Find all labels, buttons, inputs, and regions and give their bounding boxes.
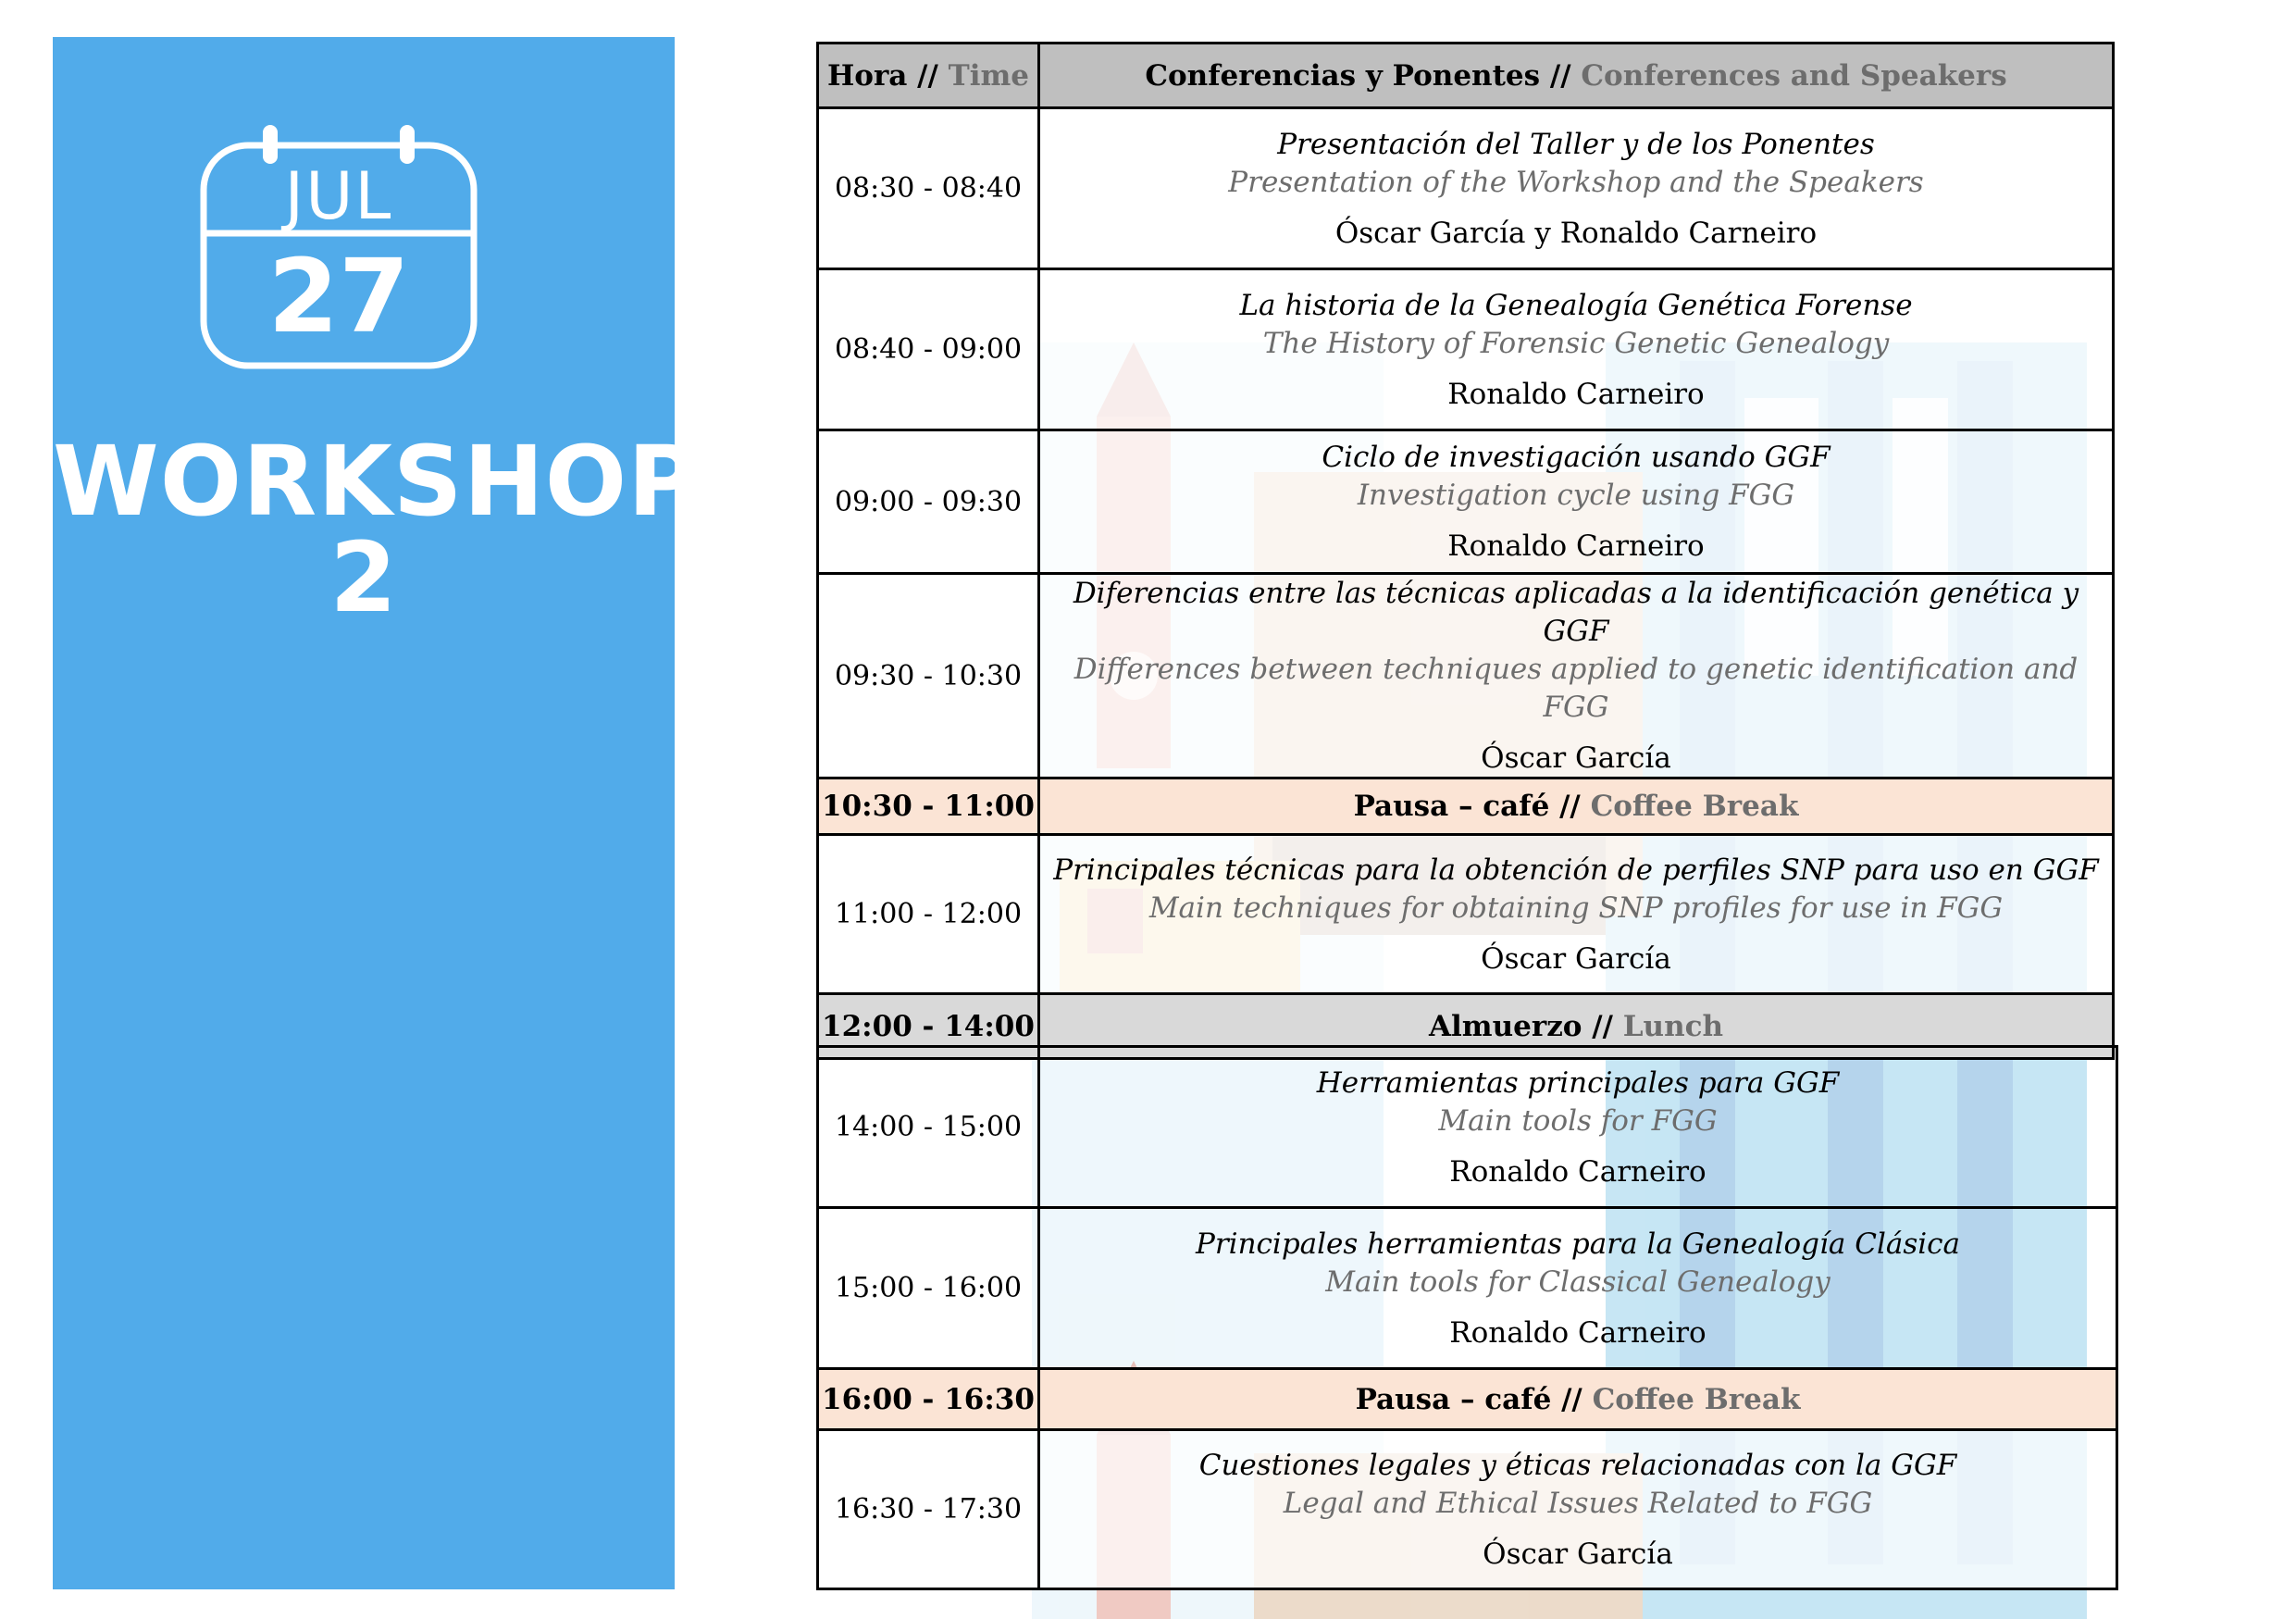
session-speaker: Óscar García y Ronaldo Carneiro [1334,216,1818,250]
session-title-en: The History of Forensic Genetic Genealogy [1262,326,1890,360]
session-title-es: Principales técnicas para la obtención de perfiles SNP para uso en GGF [1053,853,2099,887]
session-title-en: Main tools for Classical Genealogy [1325,1264,1831,1299]
header-time: Hora // Time [818,44,1039,108]
session-cell [1039,1208,2117,1369]
session-speaker: Ronaldo Carneiro [1449,1154,1706,1189]
session-title-es: Presentación del Taller y de los Ponentes [1277,127,1875,161]
table-row [818,574,2114,778]
session-time: 15:00 - 16:00 [818,1208,1039,1369]
session-title-es: La historia de la Genealogía Genética Forense [1239,288,1913,322]
coffee-break-row [818,778,2114,835]
header-conferences: Conferencias y Ponentes // Conferences and Speakers [1039,44,2114,108]
table-row [818,1047,2117,1208]
schedule-table-afternoon [816,1045,2118,1590]
lunch-time: 12:00 - 14:00 [818,994,1039,1059]
calendar-day: 27 [267,237,410,355]
session-time: 08:40 - 09:00 [818,269,1039,430]
table-row [818,108,2114,269]
calendar-month: JUL [284,158,393,234]
session-title-es: Cuestiones legales y éticas relacionadas con la GGF [1198,1448,1957,1482]
workshop-title: WORKSHOP 2 [53,425,700,634]
lunch-label: Almuerzo // Lunch [1039,994,2114,1059]
session-title-es: Ciclo de investigación usando GGF [1322,441,1831,474]
table-row [818,430,2114,574]
schedule-table-morning [816,42,2115,1060]
session-time: 09:30 - 10:30 [818,574,1039,778]
table-row [818,1208,2117,1369]
session-time: 16:30 - 17:30 [818,1430,1039,1589]
session-speaker: Ronaldo Carneiro [1447,529,1705,563]
session-cell [1039,269,2114,430]
session-cell [1039,108,2114,269]
calendar-icon [200,125,478,370]
session-cell [1039,574,2114,778]
session-time: 14:00 - 15:00 [818,1047,1039,1208]
session-speaker: Ronaldo Carneiro [1447,377,1705,411]
table-row [818,1430,2117,1589]
table-header-row [818,44,2114,108]
session-title-es: Principales herramientas para la Genealogía Clásica [1195,1227,1961,1261]
coffee-break-row [818,1369,2117,1430]
break-label: Pausa – café // Coffee Break [1039,1369,2117,1430]
session-title-en: Presentation of the Workshop and the Speakers [1228,165,1924,199]
table-row [818,835,2114,994]
break-label: Pausa – café // Coffee Break [1039,778,2114,835]
session-speaker: Óscar García [1483,1537,1673,1571]
session-time: 09:00 - 09:30 [818,430,1039,574]
session-time: 11:00 - 12:00 [818,835,1039,994]
session-title-en: Legal and Ethical Issues Related to FGG [1283,1486,1873,1520]
session-speaker: Óscar García [1481,741,1671,775]
break-time: 10:30 - 11:00 [818,778,1039,835]
session-title-en: Main tools for FGG [1438,1103,1718,1138]
session-title-es: Herramientas principales para GGF [1316,1065,1840,1100]
table-row [818,269,2114,430]
session-cell [1039,1047,2117,1208]
session-title-en: Main techniques for obtaining SNP profiles for use in FGG [1148,890,2004,925]
break-time: 16:00 - 16:30 [818,1369,1039,1430]
session-cell [1039,835,2114,994]
session-title-en: Differences between techniques applied to genetic identification and FGG [1074,653,2079,724]
session-time: 08:30 - 08:40 [818,108,1039,269]
session-title-es: Diferencias entre las técnicas aplicadas a la identificación genética y GGF [1073,577,2079,648]
session-title-en: Investigation cycle using FGG [1357,479,1795,512]
session-cell [1039,1430,2117,1589]
session-cell [1039,430,2114,574]
session-speaker: Ronaldo Carneiro [1449,1315,1706,1350]
session-speaker: Óscar García [1481,941,1671,976]
